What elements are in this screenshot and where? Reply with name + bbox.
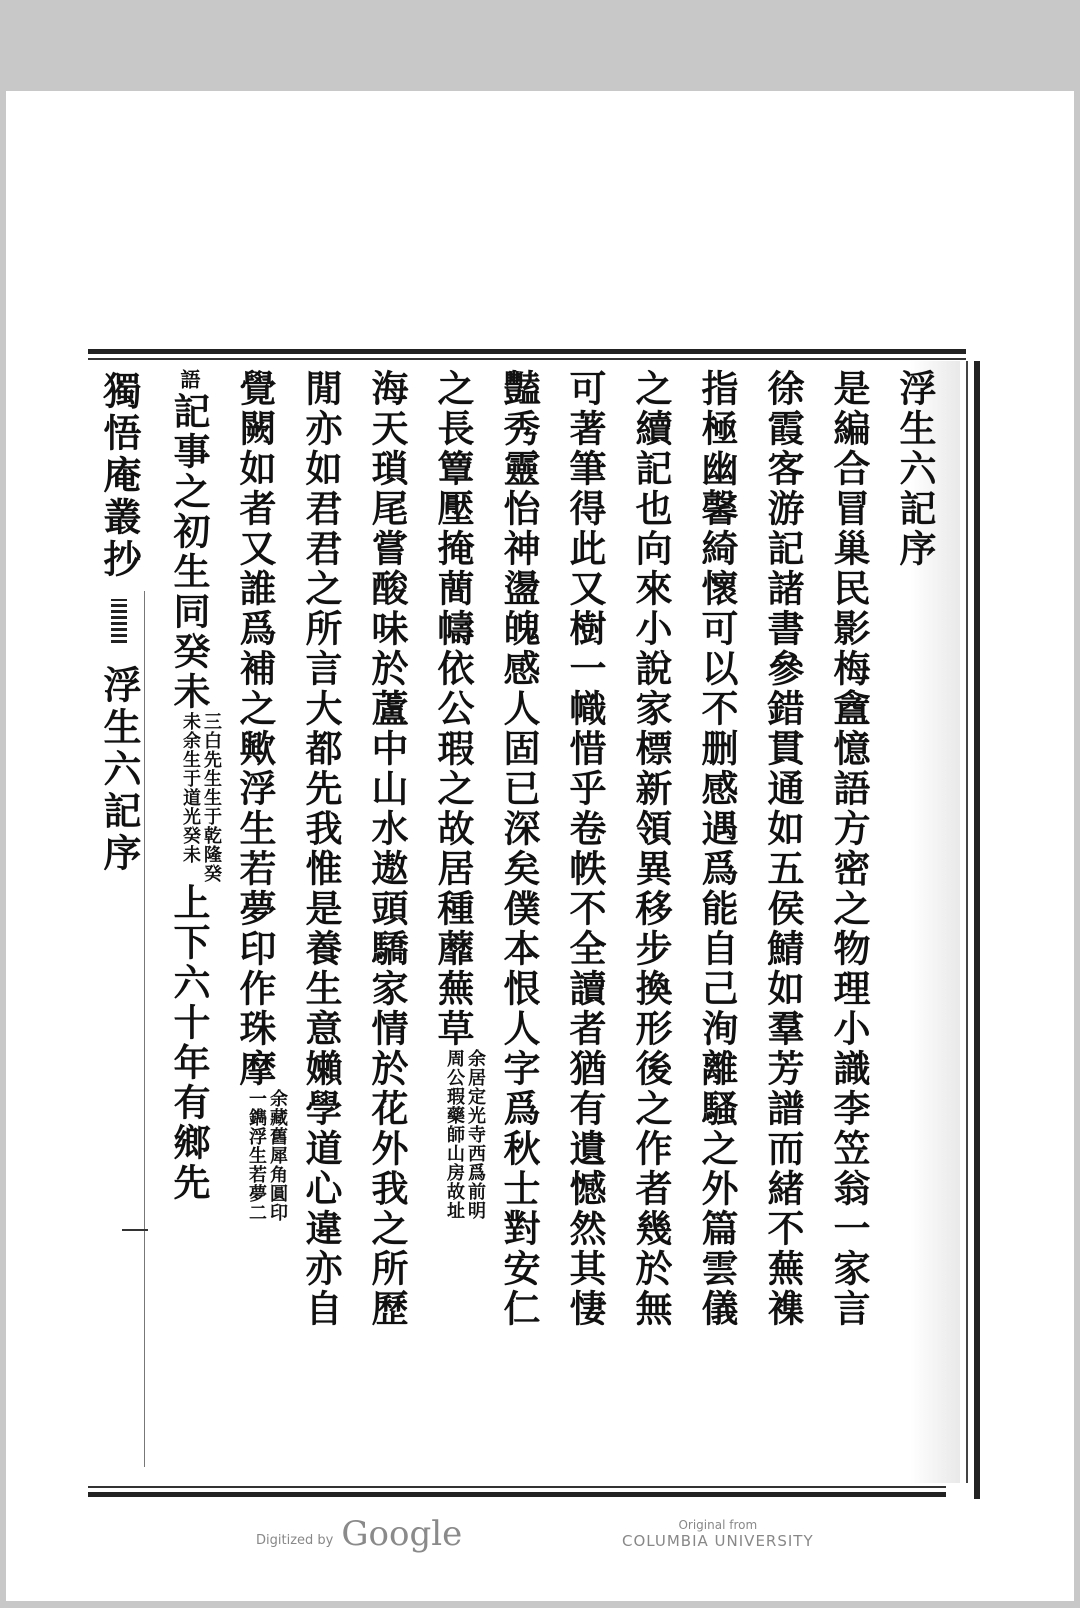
note-line: 余藏舊犀角圓印 xyxy=(267,1089,288,1222)
top-border xyxy=(88,349,966,354)
text-column: 之續記也向來小說家標新領異移步換形後之作者幾於無 xyxy=(629,369,673,1329)
note-line: 未余生于道光癸未 xyxy=(180,712,201,864)
note-line: 三白先生生于乾隆癸 xyxy=(201,712,222,883)
margin-title: 浮生六記序 xyxy=(97,665,142,875)
bottom-border xyxy=(88,1492,946,1497)
annotation-note xyxy=(444,1049,486,1220)
text-column xyxy=(420,369,486,1469)
text-column: 指極幽馨綺懷可以不删感遇爲能自己洵離騷之外篇雲儀 xyxy=(695,369,739,1329)
fish-tail-mark xyxy=(111,599,127,643)
library-name: COLUMBIA UNIVERSITY xyxy=(622,1532,814,1550)
google-logo: Google xyxy=(341,1514,463,1554)
library-attribution xyxy=(622,1518,814,1550)
column-tail-text: 上下六十年有鄉先 xyxy=(167,883,211,1203)
text-column: 海天瑣尾嘗酸味於蘆中山水遨頭驕家情於花外我之所歷 xyxy=(365,369,409,1329)
annotation-note xyxy=(180,712,222,883)
column-main-text: 覺闕如者又誰爲補之歟浮生若夢印作珠摩 xyxy=(233,369,277,1089)
column-main-text: 記事之初生同癸未 xyxy=(167,392,211,712)
right-border-inner xyxy=(966,361,968,1483)
text-column: 閒亦如君君之所言大都先我惟是養生意嬾學道心違亦自 xyxy=(299,369,343,1329)
text-frame xyxy=(88,349,980,1497)
margin-column xyxy=(94,371,144,1471)
bottom-border-inner xyxy=(88,1486,946,1488)
note-line: 余居定光寺西爲前明 xyxy=(465,1049,486,1220)
text-column: 豔秀靈怡神盪魄感人固已深矣僕本恨人字爲秋士對安仁 xyxy=(497,369,541,1329)
text-column xyxy=(156,369,222,1469)
annotation-note xyxy=(246,1089,288,1222)
text-column: 徐霞客游記諸書參錯貫通如五侯鯖如羣芳譜而緒不蕪襍 xyxy=(761,369,805,1329)
text-column: 是編合冒巢民影梅盦憶語方密之物理小識李笠翁一家言 xyxy=(827,369,871,1329)
series-title: 獨悟庵叢抄 xyxy=(97,371,142,581)
note-line: 一鐫浮生若夢二 xyxy=(246,1089,267,1222)
preface-body xyxy=(156,369,948,1469)
column-main-text: 之長簟壓掩蕳幬依公瑕之故居種蘼蕪草 xyxy=(431,369,475,1049)
preface-title: 浮生六記序 xyxy=(893,369,937,569)
column-prefix: 語 xyxy=(177,369,201,392)
page-number xyxy=(122,1229,148,1231)
google-attribution xyxy=(256,1514,462,1554)
note-line: 周公瑕藥師山房故址 xyxy=(444,1049,465,1220)
digitized-label: Digitized by xyxy=(256,1533,334,1548)
top-border-inner xyxy=(88,358,966,360)
text-column: 可著筆得此又樹一幟惜乎卷帙不全讀者猶有遺憾然其悽 xyxy=(563,369,607,1329)
scanned-page xyxy=(6,91,1074,1601)
right-border xyxy=(974,361,980,1499)
text-column xyxy=(222,369,288,1469)
margin-divider xyxy=(144,591,145,1467)
original-from-label: Original from xyxy=(678,1518,758,1532)
